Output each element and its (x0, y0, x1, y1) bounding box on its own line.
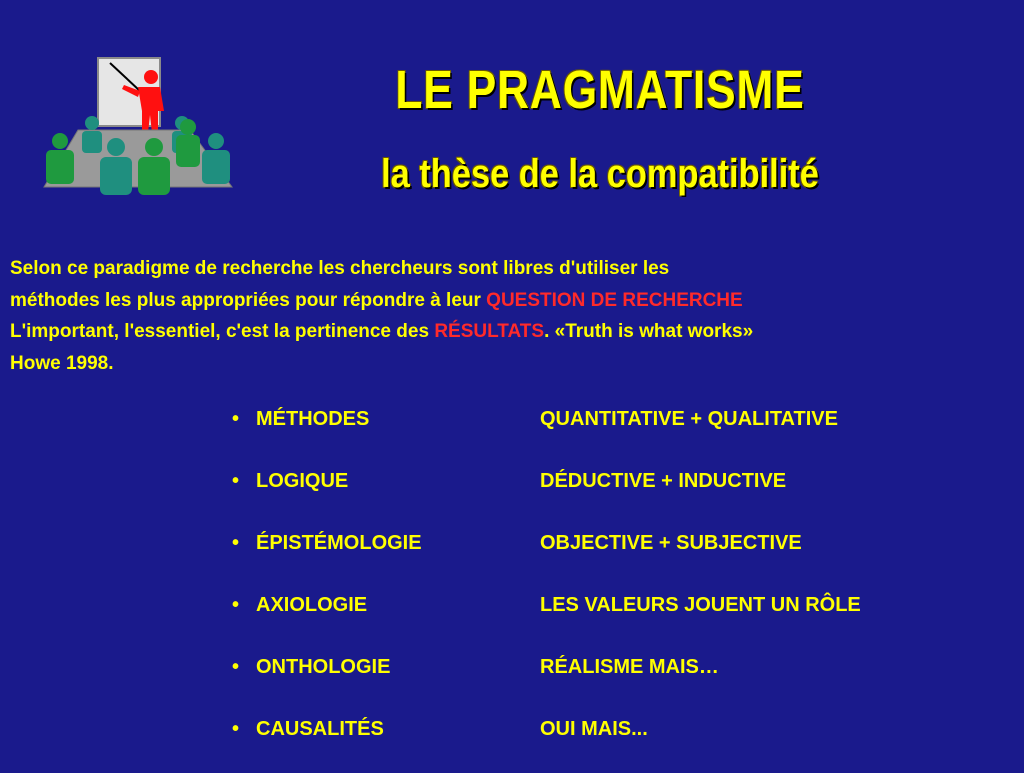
list-item (232, 711, 992, 773)
list-item (232, 525, 992, 587)
paragraph-line-2-text: méthodes les plus appropriées pour répondre à leur (10, 289, 487, 311)
item-value: DÉDUCTIVE + INDUCTIVE (540, 470, 787, 492)
paragraph-line-4: Howe 1998. (10, 352, 114, 374)
intro-paragraph (10, 253, 1020, 379)
paragraph-line-2 (10, 285, 1020, 317)
bullet-icon: • (232, 718, 240, 740)
paragraph-line-1: Selon ce paradigme de recherche les chercheurs sont libres d'utiliser les (10, 258, 670, 279)
item-value: LES VALEURS JOUENT UN RÔLE (540, 594, 861, 616)
slide-subtitle: la thèse de la compatibilité (381, 152, 819, 196)
item-value: OUI MAIS... (540, 718, 648, 740)
bullet-icon: • (232, 408, 240, 430)
item-term: ÉPISTÉMOLOGIE (256, 532, 422, 554)
bullet-icon: • (232, 470, 240, 492)
item-value: QUANTITATIVE + QUALITATIVE (540, 408, 838, 430)
item-term: ONTHOLOGIE (256, 656, 391, 678)
paragraph-line-3 (10, 316, 1020, 348)
bullet-icon: • (232, 594, 240, 616)
item-value: RÉALISME MAIS… (540, 656, 719, 678)
results-highlight: RÉSULTATS (434, 321, 545, 342)
list-item (232, 401, 992, 463)
bullet-icon: • (232, 532, 240, 554)
item-term: LOGIQUE (256, 470, 349, 492)
list-item (232, 463, 992, 525)
item-value: OBJECTIVE + SUBJECTIVE (540, 532, 802, 554)
attributes-list (232, 401, 992, 773)
list-item (232, 587, 992, 649)
paragraph-line-3-text: L'important, l'essentiel, c'est la pertinence des (10, 321, 435, 342)
presenter-meeting-icon (40, 55, 235, 200)
item-term: CAUSALITÉS (256, 718, 384, 740)
bullet-icon: • (232, 656, 240, 678)
item-term: AXIOLOGIE (256, 594, 368, 616)
slide-title: LE PRAGMATISME (395, 60, 805, 120)
list-item (232, 649, 992, 711)
research-question-highlight: QUESTION DE RECHERCHE (486, 289, 743, 311)
item-term: MÉTHODES (256, 408, 370, 430)
truth-quote: . «Truth is what works» (544, 321, 754, 342)
